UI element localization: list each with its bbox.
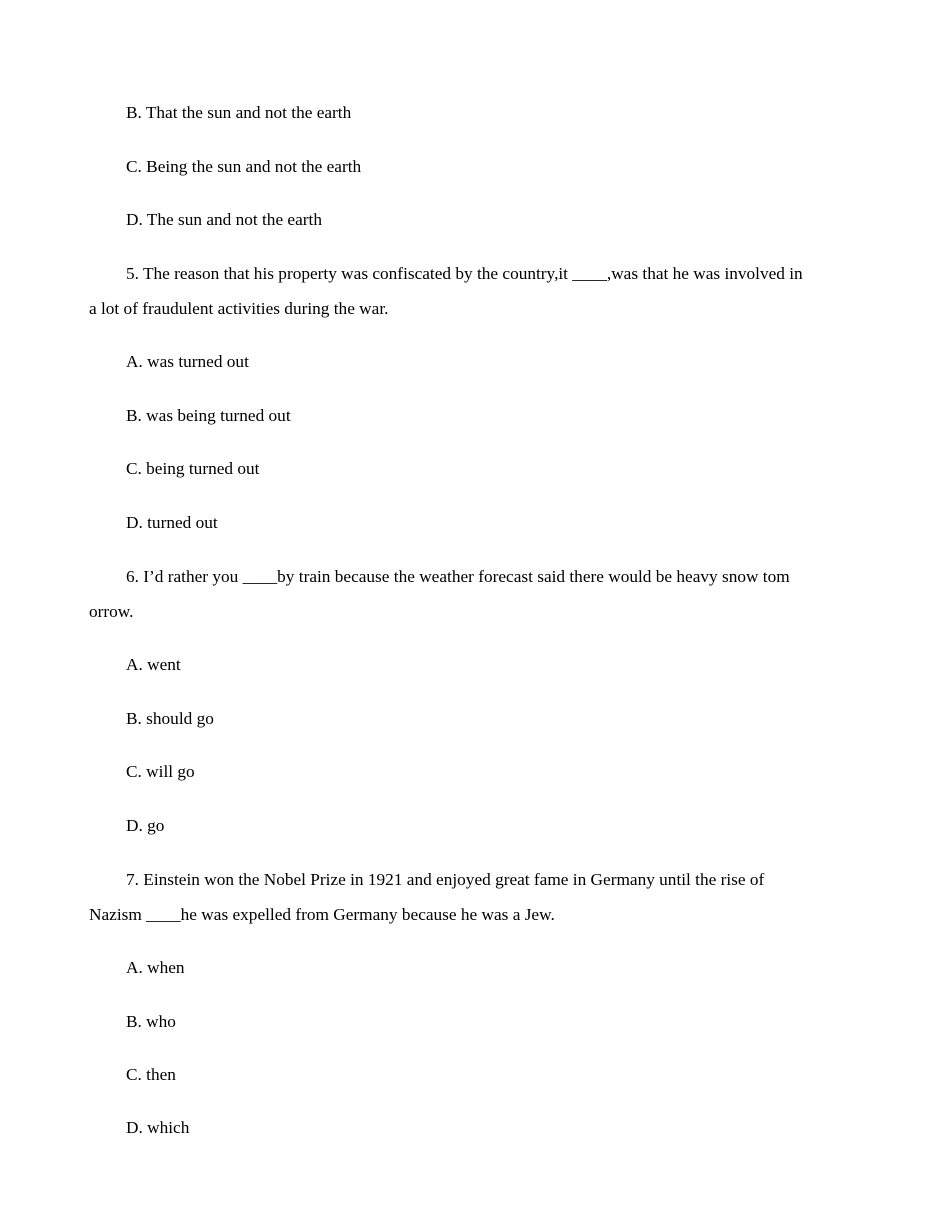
q7-stem-line1: 7. Einstein won the Nobel Prize in 1921 and enjoyed great fame in Germany until the rise of	[126, 870, 765, 889]
q4-option-d: D. The sun and not the earth	[126, 210, 322, 229]
q6-option-a: A. went	[126, 655, 181, 674]
q6-option-c: C. will go	[126, 762, 195, 781]
q6-stem-line2: orrow.	[89, 602, 134, 621]
q4-option-c: C. Being the sun and not the earth	[126, 157, 362, 176]
q4-option-b: B. That the sun and not the earth	[126, 103, 352, 122]
q5-option-a: A. was turned out	[126, 352, 249, 371]
q7-option-d: D. which	[126, 1118, 190, 1137]
q7-stem-line2: Nazism ____he was expelled from Germany because he was a Jew.	[89, 905, 555, 924]
q5-stem-line1: 5. The reason that his property was confiscated by the country,it ____,was that he was involved in	[126, 264, 803, 283]
q7-option-a: A. when	[126, 958, 185, 977]
q6-option-b: B. should go	[126, 709, 214, 728]
q5-stem-line2: a lot of fraudulent activities during the war.	[89, 299, 389, 318]
q6-stem-line1: 6. I’d rather you ____by train because the weather forecast said there would be heavy snow tom	[126, 567, 790, 586]
q7-option-c: C. then	[126, 1065, 176, 1084]
q5-option-c: C. being turned out	[126, 459, 260, 478]
q6-option-d: D. go	[126, 816, 165, 835]
q5-option-d: D. turned out	[126, 513, 218, 532]
q5-option-b: B. was being turned out	[126, 406, 291, 425]
q7-option-b: B. who	[126, 1012, 176, 1031]
